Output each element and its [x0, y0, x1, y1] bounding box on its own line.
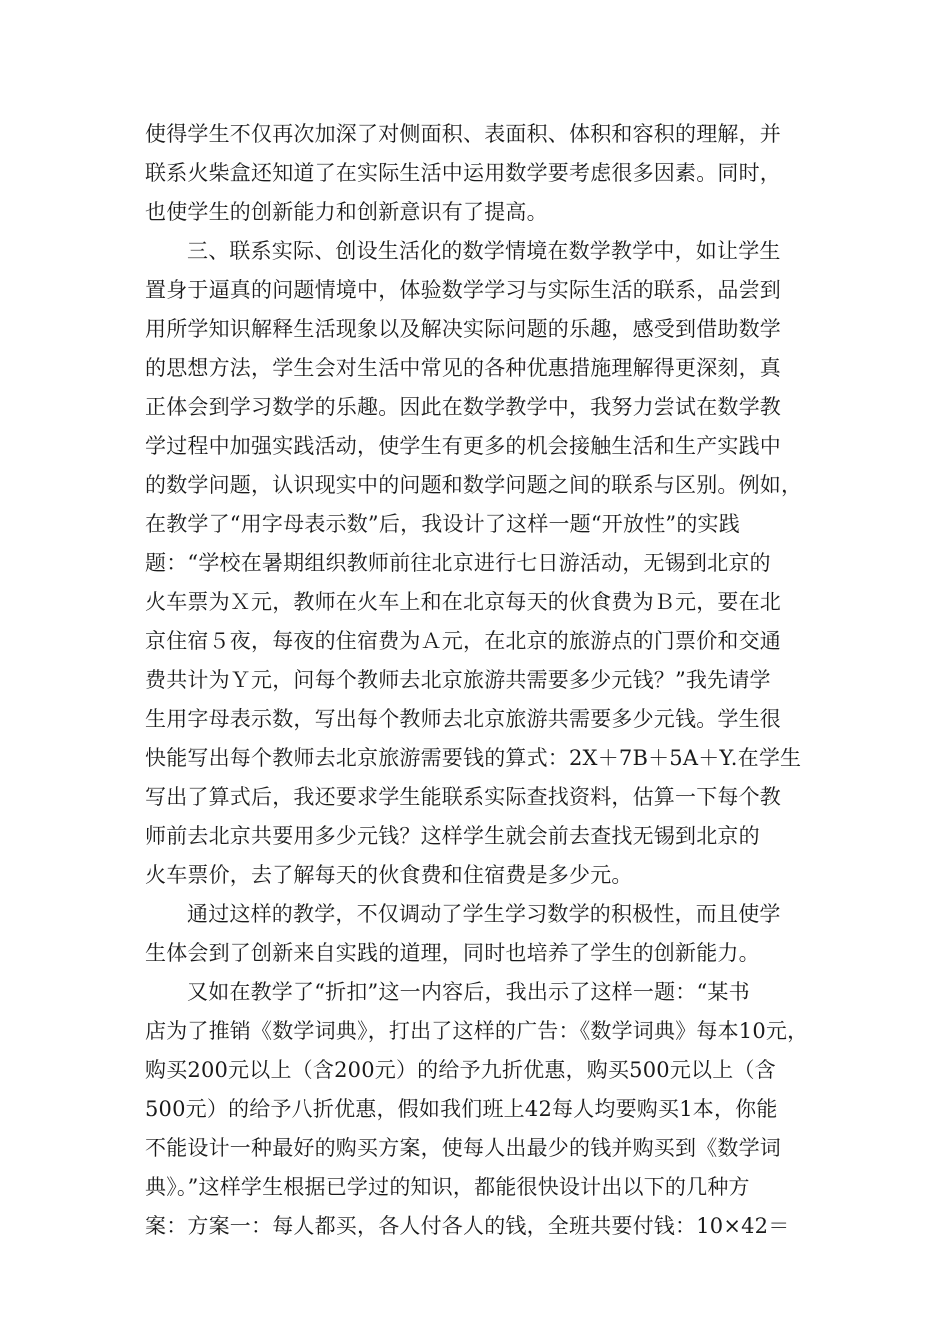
text-line: 正体会到学习数学的乐趣。因此在数学教学中，我努力尝试在数学教 [145, 395, 781, 419]
text-line: 题：“学校在暑期组织教师前往北京进行七日游活动，无锡到北京的 [145, 551, 771, 575]
text-line: 费共计为Ｙ元，问每个教师去北京旅游共需要多少元钱？”我先请学 [145, 668, 771, 692]
text-line: 的数学问题，认识现实中的问题和数学问题之间的联系与区别。例如， [145, 473, 803, 497]
text-line: 案：方案一：每人都买，各人付各人的钱，全班共要付钱：10×42＝ [145, 1214, 790, 1238]
paragraph-start-line: 通过这样的教学，不仅调动了学生学习数学的积极性，而且使学 [187, 902, 781, 926]
body-text [145, 115, 825, 1246]
text-line: 师前去北京共要用多少元钱？这样学生就会前去查找无锡到北京的 [145, 824, 760, 848]
text-line: 用所学知识解释生活现象以及解决实际问题的乐趣，感受到借助数学 [145, 317, 781, 341]
text-line: 的思想方法，学生会对生活中常见的各种优惠措施理解得更深刻，真 [145, 356, 781, 380]
text-line: 置身于逼真的问题情境中，体验数学学习与实际生活的联系，品尝到 [145, 278, 781, 302]
paragraph-start-line: 三、联系实际、创设生活化的数学情境在数学教学中，如让学生 [187, 239, 781, 263]
text-line: 使得学生不仅再次加深了对侧面积、表面积、体积和容积的理解，并 [145, 122, 781, 146]
text-line: 火车票价，去了解每天的伙食费和住宿费是多少元。 [145, 863, 633, 887]
text-line: 在教学了“用字母表示数”后，我设计了这样一题“开放性”的实践 [145, 512, 740, 536]
text-line: 不能设计一种最好的购买方案，使每人出最少的钱并购买到《数学词 [145, 1136, 781, 1160]
text-line: 店为了推销《数学词典》，打出了这样的广告：《数学词典》每本10元， [145, 1019, 809, 1043]
text-line: 火车票为Ｘ元，教师在火车上和在北京每天的伙食费为Ｂ元，要在北 [145, 590, 781, 614]
text-line: 学过程中加强实践活动，使学生有更多的机会接触生活和生产实践中 [145, 434, 781, 458]
paragraph-start-line: 又如在教学了“折扣”这一内容后，我出示了这样一题：“某书 [187, 980, 750, 1004]
text-line: 购买200元以上（含200元）的给予九折优惠，购买500元以上（含 [145, 1058, 776, 1082]
text-line: 也使学生的创新能力和创新意识有了提高。 [145, 200, 548, 224]
text-line: 生用字母表示数，写出每个教师去北京旅游共需要多少元钱。学生很 [145, 707, 781, 731]
text-line: 500元）的给予八折优惠，假如我们班上42每人均要购买1本，你能 [145, 1097, 778, 1121]
text-line: 快能写出每个教师去北京旅游需要钱的算式：2X＋7B＋5A＋Y.在学生 [145, 746, 802, 770]
text-line: 写出了算式后，我还要求学生能联系实际查找资料，估算一下每个教 [145, 785, 781, 809]
text-line: 生体会到了创新来自实践的道理，同时也培养了学生的创新能力。 [145, 941, 760, 965]
text-line: 京住宿５夜，每夜的住宿费为Ａ元，在北京的旅游点的门票价和交通 [145, 629, 781, 653]
text-line: 典》。”这样学生根据已学过的知识，都能很快设计出以下的几种方 [145, 1175, 750, 1199]
text-line: 联系火柴盒还知道了在实际生活中运用数学要考虑很多因素。同时， [145, 161, 781, 185]
